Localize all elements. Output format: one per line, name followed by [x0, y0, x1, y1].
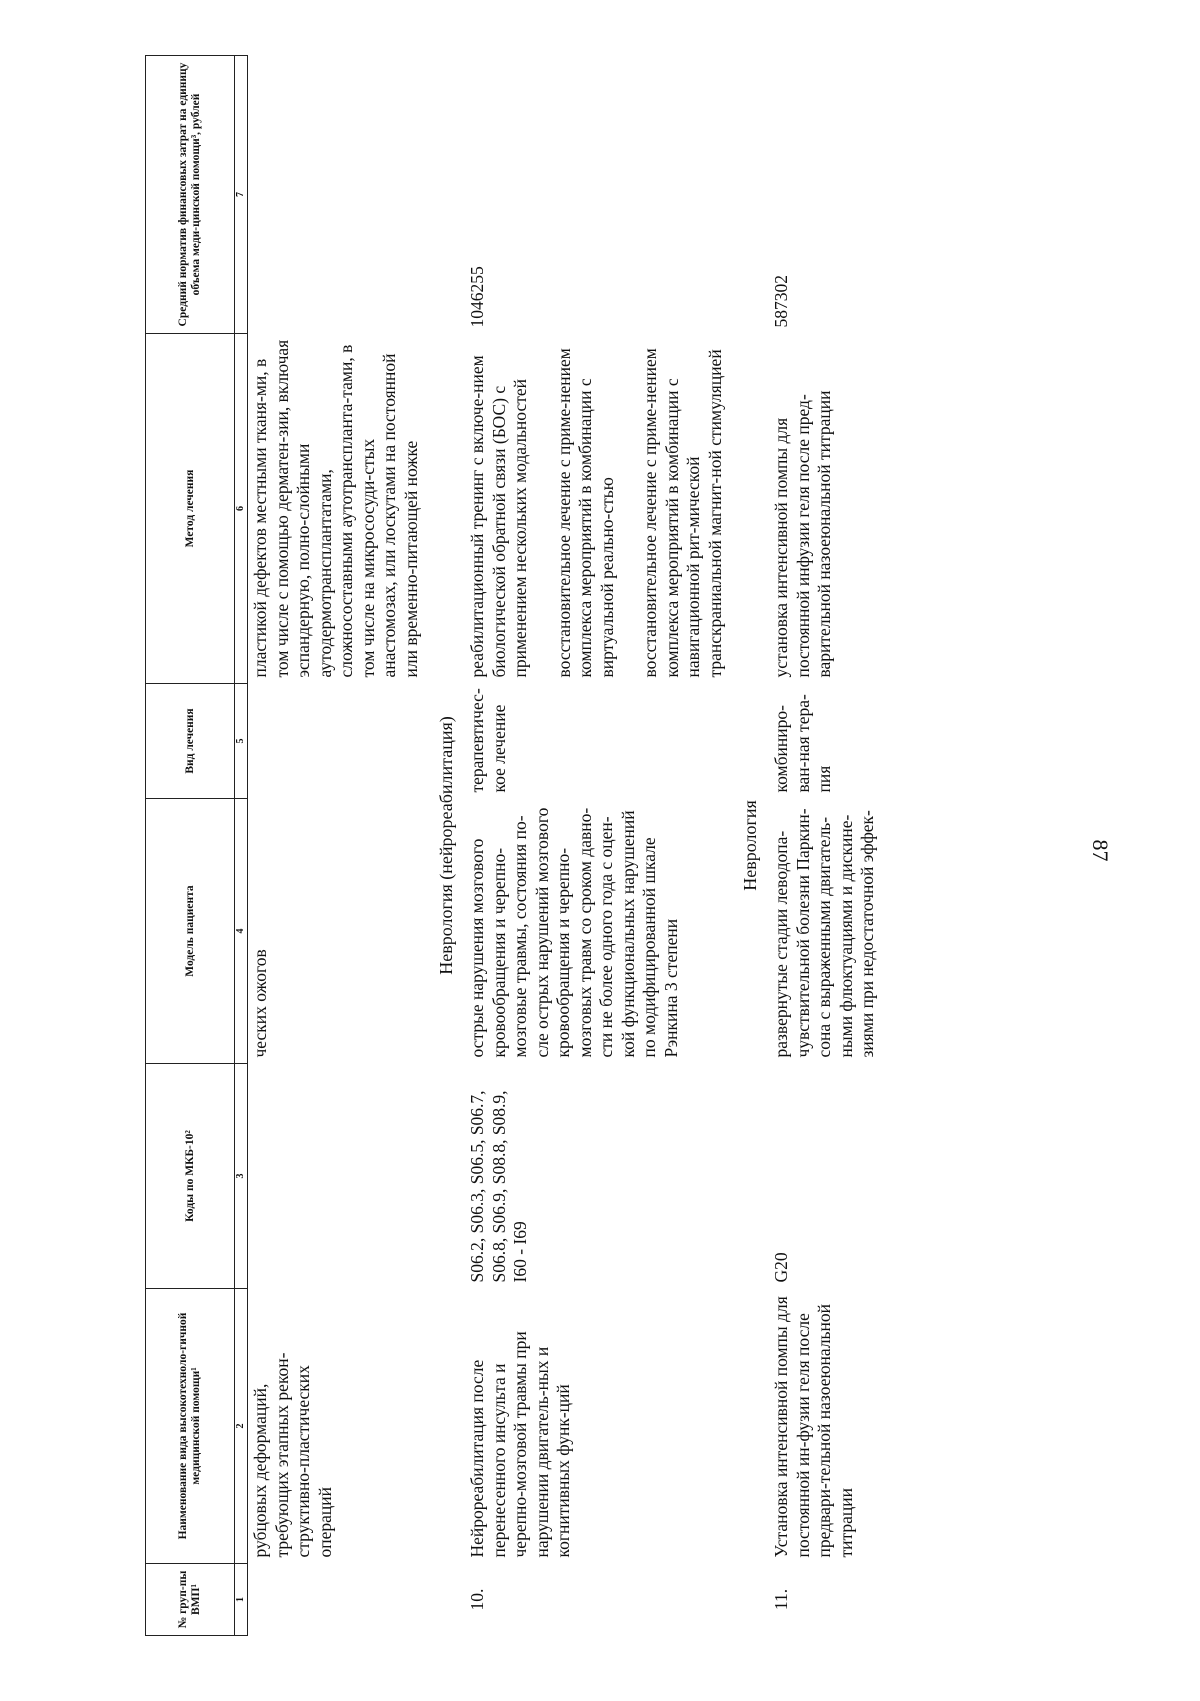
cell-cost: 587302: [771, 275, 791, 328]
section-row-neurorehab: [424, 56, 465, 1636]
column-number: 5: [235, 684, 248, 799]
cell-group-no: 10.: [467, 1588, 487, 1611]
cell-group-no: [248, 1564, 425, 1636]
column-number-row: [235, 56, 248, 1636]
section-title-neuro: Неврология: [740, 800, 760, 891]
cell-patient-model: ческих ожогов: [250, 949, 270, 1058]
header-method: Метод лечения: [146, 334, 235, 684]
cell-name: Нейрореабилитация после перенесенного инсульта и черепно-мозговой травмы при нарушении двигатель-ных и когнитивных функ-ций: [467, 1331, 573, 1558]
cell-name: рубцовых деформаций, требующих этапных рекон-структивно-пластических операций: [250, 1352, 335, 1558]
vmp-table: [145, 55, 881, 1636]
cell-method: [465, 334, 728, 684]
header-codes: Коды по МКБ-10²: [146, 1064, 235, 1289]
table-row-continuation: [248, 56, 425, 1636]
table-header-row: [146, 56, 235, 1636]
column-number: 7: [235, 56, 248, 334]
cell-codes: G20: [771, 1252, 791, 1283]
cell-treatment-type: терапевтичес-кое лечение: [467, 688, 509, 793]
column-number: 6: [235, 334, 248, 684]
cell-treatment-type: [248, 684, 425, 799]
cell-cost: 1046255: [467, 266, 487, 328]
header-name: Наименование вида высокотехноло-гичной медицинской помощи¹: [146, 1289, 235, 1564]
header-patient-model: Модель пациента: [146, 799, 235, 1064]
cell-treatment-type: комбиниро-ван-ная тера-пия: [771, 694, 834, 793]
cell-group-no: 11.: [771, 1588, 791, 1611]
section-row-neuro: [728, 56, 769, 1636]
cell-method: пластикой дефектов местными тканя-ми, в том числе с помощью дерматен-зии, включая эспандерную, полно-слойными аутодермотрансплантатами, сложносоставными аутотранспланта-тами, в том числе на микрососуди-стых анастомозах, или лоскутами на постоянной или временно-питающей ножке: [250, 339, 421, 678]
section-title-neurorehab: Неврология (нейрореабилитация): [436, 716, 456, 975]
header-cost: Средний норматив финансовых затрат на единицу объема меди-цинской помощи³, рублей: [146, 56, 235, 334]
column-number: 4: [235, 799, 248, 1064]
table-row-10: [465, 56, 728, 1636]
cell-name: Установка интенсивной помпы для постоянной ин-фузии геля после предвари-тельной назоеюнальной титрации: [771, 1296, 856, 1558]
cell-method: установка интенсивной помпы для постоянной инфузии геля после пред-варительной назоеюнальной титрации: [771, 390, 834, 678]
header-group-no: № груп-пы ВМП¹: [146, 1564, 235, 1636]
cell-codes: S06.2, S06.3, S06.5, S06.7, S06.8, S06.9, S08.8, S08.9, I60 - I69: [467, 1090, 530, 1283]
table-row-11: [769, 56, 881, 1636]
method-item: восстановительное лечение с приме-нением комплекса мероприятий в комбинации с виртуальной реально-стью: [553, 348, 617, 678]
cell-patient-model: развернутые стадии леводопа-чувствительной болезни Паркин-сона с выраженными двигатель-ными флюктуациями и дискине-зиями при недостаточной эффек-: [771, 808, 877, 1058]
column-number: 3: [235, 1064, 248, 1289]
column-number: 2: [235, 1289, 248, 1564]
column-number: 1: [235, 1564, 248, 1636]
page-number: 87: [1088, 839, 1113, 862]
cell-patient-model: острые нарушения мозгового кровообращения и черепно-мозговые травмы, состояния по-сле острых нарушений мозгового кровообращения и черепно-мозговых травм со сроком давно-сти не более одного года с оцен-кой функциональных нарушений по модифицированной шкале Рэнкина 3 степени: [467, 807, 681, 1058]
header-treatment-type: Вид лечения: [146, 684, 235, 799]
method-item: восстановительное лечение с приме-нением комплекса мероприятий в комбинации с навигационной рит-мической транскраниальной магнит-ной стимуляцией: [640, 348, 725, 678]
cell-codes: [248, 1064, 425, 1289]
method-item: реабилитационный тренинг с включе-нием биологической обратной связи (БОС) с применением нескольких модальностей: [467, 355, 530, 678]
cell-cost: [248, 56, 425, 334]
